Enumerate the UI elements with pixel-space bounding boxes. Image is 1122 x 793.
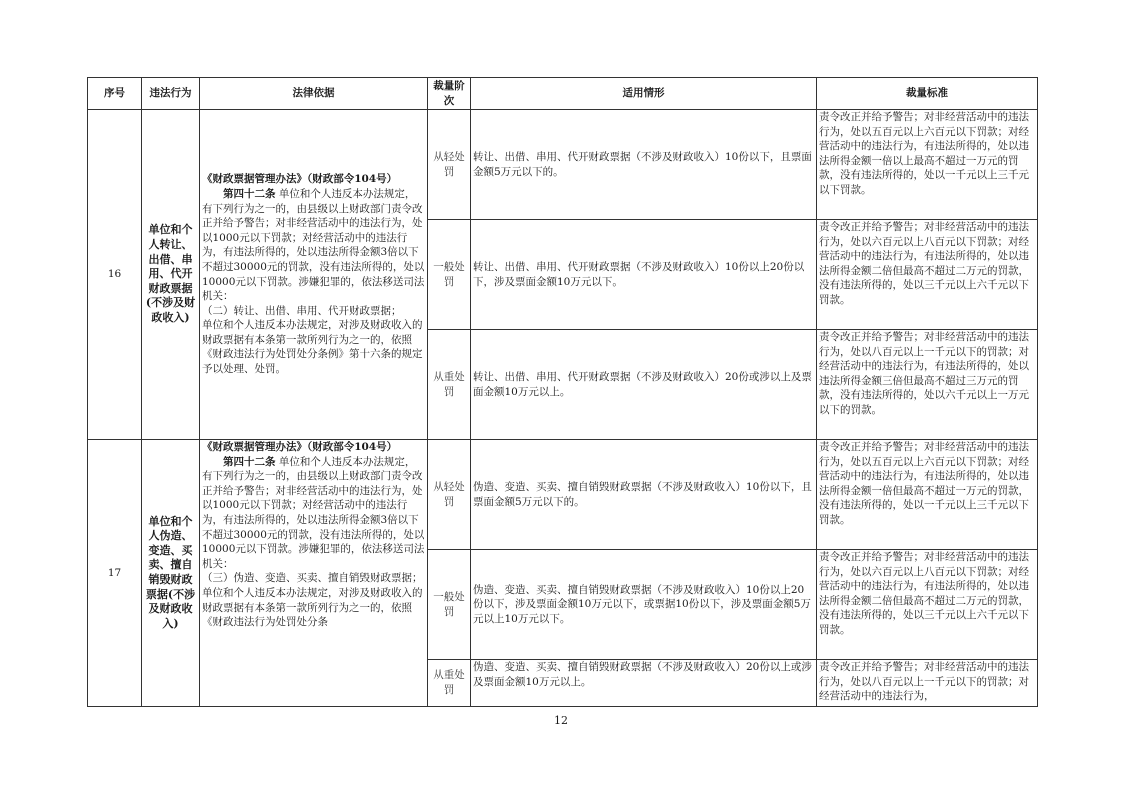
penalty-level: 一般处罚 xyxy=(428,220,471,330)
penalty-standard: 责令改正并给予警告；对非经营活动中的违法行为，处以八百元以上一千元以下的罚款；对经营活动中的违法行为， xyxy=(817,660,1038,707)
header-basis: 法律依据 xyxy=(200,78,428,110)
basis-paragraph xyxy=(202,187,425,304)
legal-basis xyxy=(200,110,428,440)
basis-text: 单位和个人违反本办法规定，有下列行为之一的，由县级以上财政部门责令改正并给予警告；对非经营活动中的违法行为，处以1000元以下罚款；对经营活动中的违法行为，有违法所得的，处以违法所得金额3倍以下不超过30000元的罚款，没有违法所得的，处以10000元以下罚款。涉嫌犯罪的，依法移送司法机关： xyxy=(202,187,425,303)
basis-paragraph xyxy=(202,455,425,572)
legal-basis xyxy=(200,440,428,707)
table-header-row xyxy=(88,78,1038,110)
basis-note: 单位和个人违反本办法规定，对涉及财政收入的财政票据有本条第一款所列行为之一的，依照《财政违法行为处罚处分条 xyxy=(202,586,423,629)
penalty-level: 从重处罚 xyxy=(428,660,471,707)
basis-title: 《财政票据管理办法》（财政部令104号） xyxy=(202,173,398,186)
table-row xyxy=(88,440,1038,550)
penalty-level: 从轻处罚 xyxy=(428,110,471,220)
penalty-standard: 责令改正并给予警告；对非经营活动中的违法行为，处以五百元以上六百元以下罚款；对经营活动中的违法行为，有违法所得的，处以违法所得金额一倍以上最高不超过一万元的罚款，没有违法所得的，处以一千元以上三千元以下罚款。 xyxy=(817,110,1038,220)
basis-article: 第四十二条 xyxy=(223,455,276,468)
violation-act: 单位和个人伪造、变造、买卖、擅自销毁财政票据(不涉及财政收入) xyxy=(142,440,200,707)
basis-note: 单位和个人违反本办法规定，对涉及财政收入的财政票据有本条第一款所列行为之一的，依照《财政违法行为处罚处分条例》第十六条的规定予以处理、处罚。 xyxy=(202,319,423,376)
header-act: 违法行为 xyxy=(142,78,200,110)
violation-act: 单位和个人转让、出借、串用、代开财政票据(不涉及财政收入) xyxy=(142,110,200,440)
basis-title: 《财政票据管理办法》（财政部令104号） xyxy=(202,441,398,453)
header-no: 序号 xyxy=(88,78,142,110)
row-number: 16 xyxy=(88,110,142,440)
basis-item: （二）转让、出借、串用、代开财政票据； xyxy=(202,304,402,317)
basis-text: 单位和个人违反本办法规定，有下列行为之一的，由县级以上财政部门责令改正并给予警告；对非经营活动中的违法行为，处以1000元以下罚款；对经营活动中的违法行为，有违法所得的，处以违法所得金额3倍以下不超过30000元的罚款，没有违法所得的，处以10000元以下罚款。涉嫌犯罪的，依法移送司法机关： xyxy=(202,455,425,570)
basis-item: （三）伪造、变造、买卖、擅自销毁财政票据； xyxy=(202,572,423,585)
applicable-case: 伪造、变造、买卖、擅自销毁财政票据（不涉及财政收入）10份以上20份以下，涉及票面金额10万元以下，或票据10份以下，涉及票面金额5万元以上10万元以下。 xyxy=(471,550,817,660)
penalty-standard: 责令改正并给予警告；对非经营活动中的违法行为，处以八百元以上一千元以下的罚款；对经营活动中的违法行为，有违法所得的，处以违法所得金额三倍但最高不超过三万元的罚款，没有违法所得的，处以六千元以上一万元以下的罚款。 xyxy=(817,330,1038,440)
table-row xyxy=(88,110,1038,220)
page-number: 12 xyxy=(554,714,568,727)
penalty-level: 从轻处罚 xyxy=(428,440,471,550)
penalty-table xyxy=(87,77,1038,707)
penalty-standard: 责令改正并给予警告；对非经营活动中的违法行为，处以六百元以上八百元以下罚款；对经营活动中的违法行为，有违法所得的，处以违法所得金额二倍但最高不超过二万元的罚款，没有违法所得的，处以三千元以上六千元以下罚款。 xyxy=(817,550,1038,660)
row-number: 17 xyxy=(88,440,142,707)
basis-article: 第四十二条 xyxy=(223,187,276,200)
applicable-case: 转让、出借、串用、代开财政票据（不涉及财政收入）10份以上20份以下，涉及票面金额10万元以下。 xyxy=(471,220,817,330)
applicable-case: 转让、出借、串用、代开财政票据（不涉及财政收入）20份或涉以上及票面金额10万元以上。 xyxy=(471,330,817,440)
applicable-case: 伪造、变造、买卖、擅自销毁财政票据（不涉及财政收入）10份以下，且票面金额5万元以下的。 xyxy=(471,440,817,550)
penalty-level: 从重处罚 xyxy=(428,330,471,440)
header-case: 适用情形 xyxy=(471,78,817,110)
header-standard: 裁量标准 xyxy=(817,78,1038,110)
applicable-case: 转让、出借、串用、代开财政票据（不涉及财政收入）10份以下，且票面金额5万元以下的。 xyxy=(471,110,817,220)
penalty-standard: 责令改正并给予警告；对非经营活动中的违法行为，处以五百元以上六百元以下罚款；对经营活动中的违法行为，有违法所得的，处以违法所得金额一倍但最高不超过一万元的罚款，没有违法所得的，处以一千元以上三千元以下罚款。 xyxy=(817,440,1038,550)
penalty-standard: 责令改正并给予警告；对非经营活动中的违法行为，处以六百元以上八百元以下罚款；对经营活动中的违法行为，有违法所得的，处以违法所得金额二倍但最高不超过二万元的罚款，没有违法所得的，处以三千元以上六千元以下罚款。 xyxy=(817,220,1038,330)
applicable-case: 伪造、变造、买卖、擅自销毁财政票据（不涉及财政收入）20份以上或涉及票面金额10万元以上。 xyxy=(471,660,817,707)
header-level: 裁量阶次 xyxy=(428,78,471,110)
penalty-level: 一般处罚 xyxy=(428,550,471,660)
